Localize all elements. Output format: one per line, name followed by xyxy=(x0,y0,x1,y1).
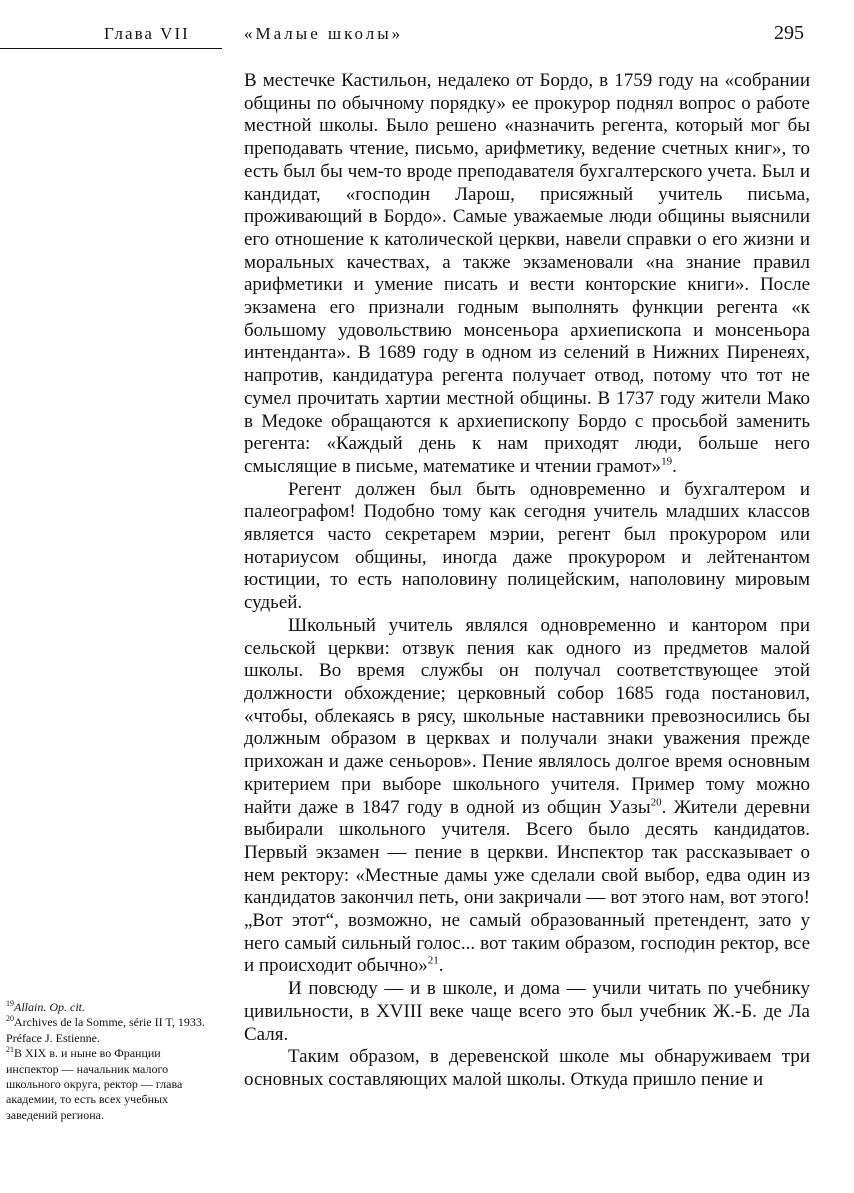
footnote-ref: 21 xyxy=(427,955,439,968)
header-rule xyxy=(0,48,222,49)
footnote: $^{20}$Archives de la Somme, série II T, 1933. Préface J. Estienne. xyxy=(6,1014,205,1045)
chapter-title: Глава VII xyxy=(104,24,190,43)
page-number: 295 xyxy=(774,22,804,44)
footnote: $^{19}$Allain. Op. cit. xyxy=(6,999,85,1014)
footnote-ref: 19 xyxy=(661,455,673,468)
main-text xyxy=(244,70,810,1092)
paragraph: В местечке Кастильон, недалеко от Бордо, в 1759 году на «собрании общины по обычному порядку» ее прокурор поднял вопрос о работе местной школы. Было решено «назначить регента, который мог бы преподавать чтение, письмо, арифметику, ведение счетных книг», то есть был бы чем-то вроде преподавателя бухгалтерского учета. Был и кандидат, «господин Ларош, присяжный учитель письма, проживающий в Бордо». Самые уважаемые люди общины выяснили его отношение к католической церкви, навели справки о его жизни и моральных качествах, а также экзаменовали «на знание правил арифметики и умение писать и вести конторские книги». После экзамена его признали годным выполнять функции регента «к большому удовольствию монсеньора архиепископа и монсеньора интенданта». В 1689 году в одном из селений в Нижних Пиренеях, напротив, кандидатура регента получает отвод, потому что тот не сумел прочитать хартии местной общины. В 1737 году жители Мако в Медоке обращаются к архиепископу Бордо с просьбой заменить регента: «Каждый день к нам приходят люди, больше него смыслящие в письме, математике и чтении грамот»$^{19}$. xyxy=(244,70,810,477)
footnote-ref: 20 xyxy=(650,796,662,809)
page-header xyxy=(0,20,854,50)
footnote: $^{21}$В XIX в. и ныне во Франции инспектор — начальник малого школьного округа, ректор — глава академии, то есть всех учебных заведений региона. xyxy=(6,1045,183,1122)
paragraph: И повсюду — и в школе, и дома — учили читать по учебнику цивильности, в XVIII веке чаще всего это был учебник Ж.-Б. де Ла Саля. xyxy=(244,978,810,1045)
footnotes xyxy=(6,1000,216,1123)
paragraph: Таким образом, в деревенской школе мы обнаруживаем три основных составляющих малой школы. Откуда пришло пение и xyxy=(244,1046,810,1090)
running-title: «Малые школы» xyxy=(244,24,404,43)
paragraph: Регент должен был быть одновременно и бухгалтером и палеографом! Подобно тому как сегодня учитель младших классов является часто секретарем мэрии, регент был прокурором или нотариусом общины, иногда даже прокурором и лейтенантом юстиции, то есть наполовину полицейским, наполовину мировым судьей. xyxy=(244,478,810,614)
paragraph: Школьный учитель являлся одновременно и кантором при сельской церкви: отзвук пения как одного из предметов малой школы. Во время службы он получал соответствующее этой должности обхождение; церковный собор 1685 года постановил, «чтобы, облекаясь в рясу, школьные наставники превозносились бы должным образом в церквах и получали знаки уважения прежде прихожан и даже сеньоров». Пение являлось долгое время основным критерием при выборе школьного учителя. Пример тому можно найти даже в 1847 году в одной из общин Уазы$^{20}$. Жители деревни выбирали школьного учителя. Всего было десять кандидатов. Первый экзамен — пение в церкви. Инспектор так рассказывает о нем ректору: «Местные дамы уже сделали свой выбор, едва один из кандидатов закончил петь, они закричали — вот этого нам, вот этого! „Вот этот“, возможно, не самый образованный претендент, зато у него самый сильный голос... вот таким образом, господин ректор, все и происходит обычно»$^{21}$. xyxy=(244,614,810,977)
